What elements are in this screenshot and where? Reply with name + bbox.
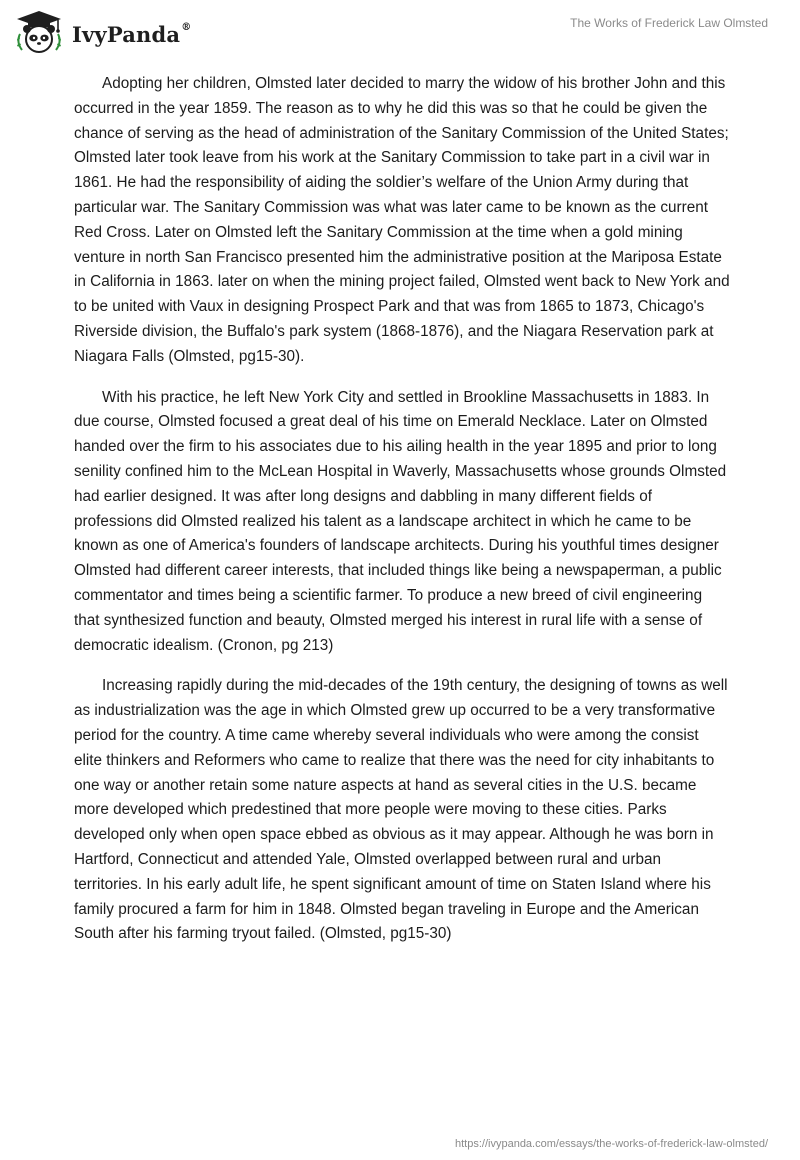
paragraph: Increasing rapidly during the mid-decades of the 19th century, the designing of towns as well as industrialization was the age in which Olmsted grew up occurred to be a very transformative period for the country. A time came whereby several individuals who were among the consist elite thinkers and Reformers who came to realize that there was the need for city inhabitants to one way or another retain some nature aspects at hand as several cities in the U.S. became more developed which predestined that more people were moving to these cities. Parks developed only when open space ebbed as obvious as it may appear. Although he was born in Hartford, Connecticut and attended Yale, Olmsted overlapped between rural and urban territories. In his early adult life, he spent significant amount of time on Staten Island where his family procured a farm for him in 1848. Olmsted began traveling in Europe and the American South after his farming tryout failed. (Olmsted, pg15-30) bbox=[74, 677, 728, 943]
panda-graduate-icon bbox=[14, 10, 64, 56]
paragraph: Adopting her children, Olmsted later decided to marry the widow of his brother John and this occurred in the year 1859. The reason as to why he did this was so that he could be given the chance of serving as the head of administration of the Sanitary Commission of the United States; Olmsted later took leave from his work at the Sanitary Commission to take part in a civil war in 1861. He had the responsibility of aiding the soldier’s welfare of the Union Army during that particular war. The Sanitary Commission was what was later came to be known as the current Red Cross. Later on Olmsted left the Sanitary Commission at the time when a gold mining venture in north San Francisco presented him the administrative position at the Mariposa Estate in California in 1863. later on when the mining project failed, Olmsted went back to New York and to be united with Vaux in designing Prospect Park and that was from 1865 to 1873, Chicago's Riverside division, the Buffalo's park system (1868-1876), and the Niagara Reservation park at Niagara Falls (Olmsted, pg15-30). bbox=[74, 75, 730, 365]
essay-body bbox=[74, 72, 730, 963]
brand-text: IvyPanda bbox=[72, 21, 181, 47]
brand-name bbox=[72, 22, 191, 47]
ivypanda-logo[interactable] bbox=[14, 10, 191, 56]
trademark-symbol: ® bbox=[181, 21, 192, 33]
document-title: The Works of Frederick Law Olmsted bbox=[570, 16, 768, 30]
page-header bbox=[0, 0, 800, 66]
paragraph: With his practice, he left New York City and settled in Brookline Massachusetts in 1883. In due course, Olmsted focused a great deal of his time on Emerald Necklace. Later on Olmsted handed over the firm to his associates due to his ailing health in the year 1895 and prior to long senility confined him to the McLean Hospital in Waverly, Massachusetts whose grounds Olmsted had earlier designed. It was after long designs and dabbling in many different fields of professions did Olmsted realized his talent as a landscape architect in which he came to be known as one of America's founders of landscape architects. During his youthful times designer Olmsted had different career interests, that included things like being a newspaperman, a public commentator and times being a scientific farmer. To produce a new breed of civil engineering that synthesized function and beauty, Olmsted merged his interest in rural life with a sense of democratic idealism. (Cronon, pg 213) bbox=[74, 388, 727, 654]
source-url[interactable]: https://ivypanda.com/essays/the-works-of-frederick-law-olmsted/ bbox=[455, 1138, 768, 1150]
